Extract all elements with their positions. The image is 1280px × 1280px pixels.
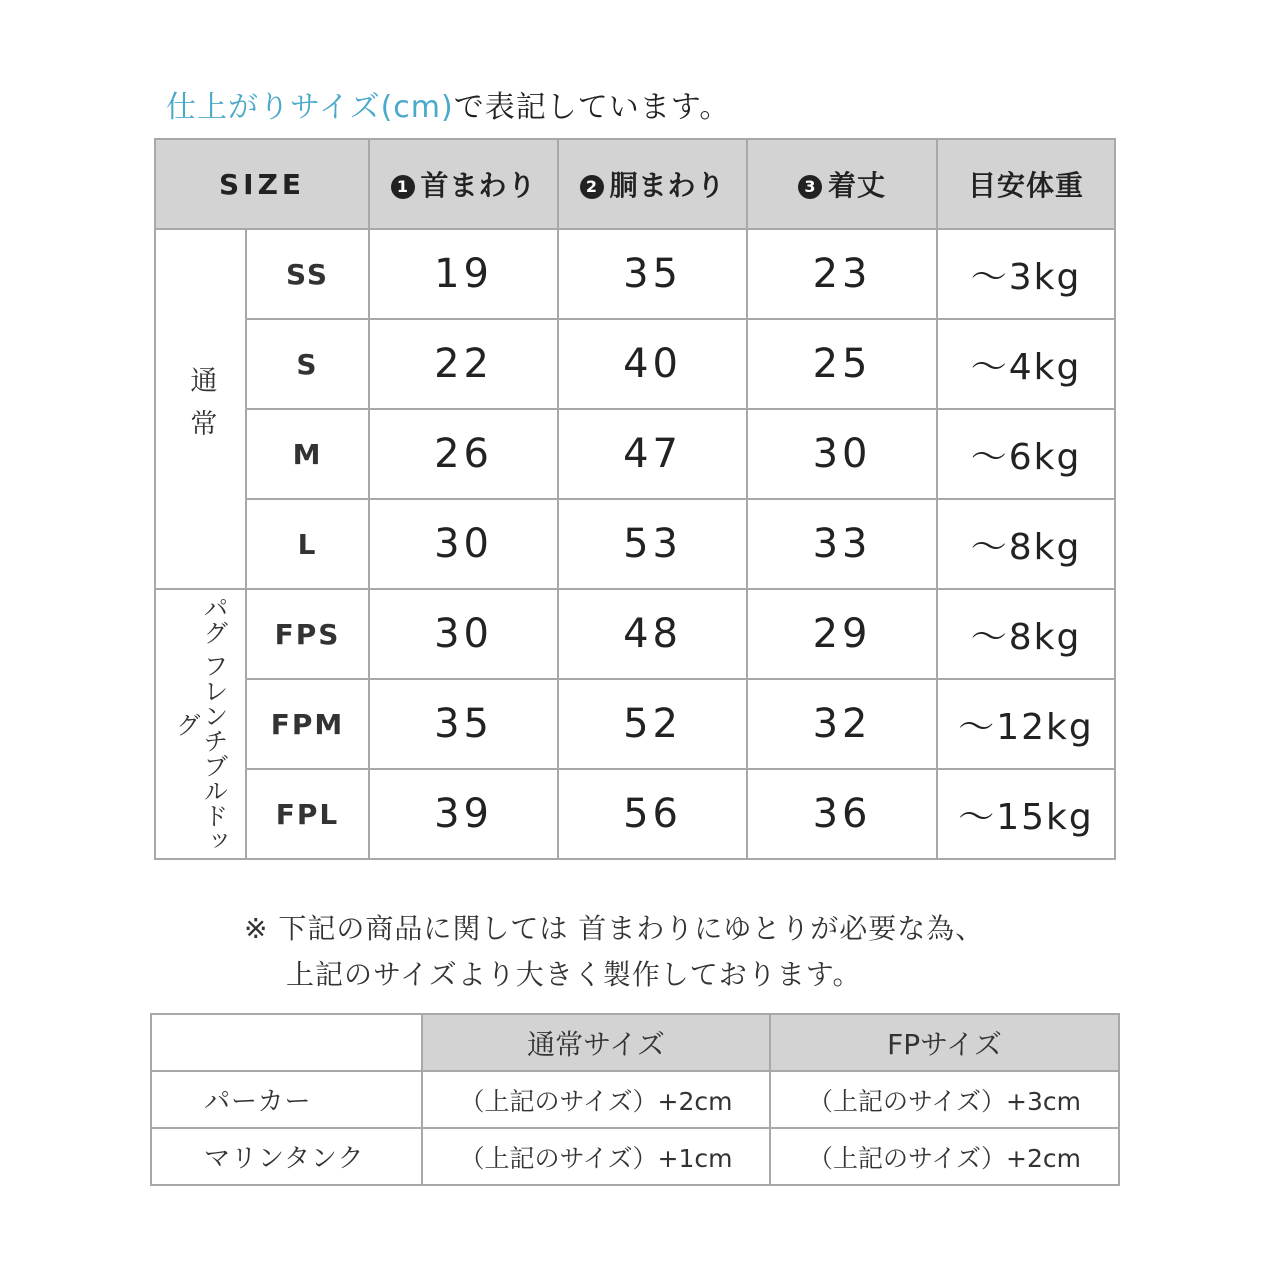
body-cell: 40 xyxy=(558,319,747,409)
table-row xyxy=(155,229,1115,319)
note-line-1: ※ 下記の商品に関しては 首まわりにゆとりが必要な為、 xyxy=(244,912,985,945)
length-cell: 36 xyxy=(747,769,937,859)
group-fp-label: パグ フレンチブルドッグ xyxy=(172,595,229,853)
neck-cell: 26 xyxy=(369,409,558,499)
table-row xyxy=(155,769,1115,859)
size-cell: FPS xyxy=(246,589,369,679)
length-cell: 33 xyxy=(747,499,937,589)
header-neck xyxy=(369,139,558,229)
extra-header-empty xyxy=(151,1014,422,1071)
header-length-label: 着丈 xyxy=(828,169,887,202)
extra-header-fp: FPサイズ xyxy=(770,1014,1119,1071)
body-cell: 47 xyxy=(558,409,747,499)
body-cell: 35 xyxy=(558,229,747,319)
table-row xyxy=(151,1071,1119,1128)
length-cell: 25 xyxy=(747,319,937,409)
size-table xyxy=(154,138,1116,860)
table-row xyxy=(155,589,1115,679)
fp-add-cell: （上記のサイズ）+3cm xyxy=(770,1071,1119,1128)
length-cell: 30 xyxy=(747,409,937,499)
neck-cell: 39 xyxy=(369,769,558,859)
number-1-icon: 1 xyxy=(391,175,415,199)
body-cell: 53 xyxy=(558,499,747,589)
size-cell: FPL xyxy=(246,769,369,859)
header-weight: 目安体重 xyxy=(937,139,1115,229)
size-cell: SS xyxy=(246,229,369,319)
neck-cell: 30 xyxy=(369,589,558,679)
table-row xyxy=(155,409,1115,499)
weight-cell: ～12kg xyxy=(937,679,1115,769)
neck-cell: 22 xyxy=(369,319,558,409)
weight-cell: ～3kg xyxy=(937,229,1115,319)
weight-cell: ～4kg xyxy=(937,319,1115,409)
neck-cell: 30 xyxy=(369,499,558,589)
header-neck-label: 首まわり xyxy=(420,169,537,202)
extra-header-normal: 通常サイズ xyxy=(422,1014,770,1071)
number-3-icon: 3 xyxy=(798,175,822,199)
header-body xyxy=(558,139,747,229)
size-cell: FPM xyxy=(246,679,369,769)
group-normal xyxy=(155,229,246,589)
table-row xyxy=(155,319,1115,409)
header-length xyxy=(747,139,937,229)
length-cell: 32 xyxy=(747,679,937,769)
intro-rest: で表記しています。 xyxy=(453,90,731,125)
number-2-icon: 2 xyxy=(580,175,604,199)
group-normal-label: 通常 xyxy=(185,366,217,452)
intro-text xyxy=(166,82,730,126)
item-cell: パーカー xyxy=(151,1071,422,1128)
size-cell: S xyxy=(246,319,369,409)
body-cell: 52 xyxy=(558,679,747,769)
neck-cell: 35 xyxy=(369,679,558,769)
neck-cell: 19 xyxy=(369,229,558,319)
extra-table-header-row xyxy=(151,1014,1119,1071)
weight-cell: ～6kg xyxy=(937,409,1115,499)
length-cell: 23 xyxy=(747,229,937,319)
weight-cell: ～8kg xyxy=(937,589,1115,679)
size-cell: M xyxy=(246,409,369,499)
fp-add-cell: （上記のサイズ）+2cm xyxy=(770,1128,1119,1185)
body-cell: 56 xyxy=(558,769,747,859)
intro-highlight: 仕上がりサイズ(cm) xyxy=(166,90,454,125)
normal-add-cell: （上記のサイズ）+1cm xyxy=(422,1128,770,1185)
weight-cell: ～15kg xyxy=(937,769,1115,859)
item-cell: マリンタンク xyxy=(151,1128,422,1185)
size-cell: L xyxy=(246,499,369,589)
table-row xyxy=(155,679,1115,769)
header-body-label: 胴まわり xyxy=(609,169,726,202)
table-row xyxy=(151,1128,1119,1185)
normal-add-cell: （上記のサイズ）+2cm xyxy=(422,1071,770,1128)
weight-cell: ～8kg xyxy=(937,499,1115,589)
length-cell: 29 xyxy=(747,589,937,679)
size-table-header-row xyxy=(155,139,1115,229)
table-row xyxy=(155,499,1115,589)
note-line-2: 上記のサイズより大きく製作しております。 xyxy=(286,958,862,991)
extra-size-table xyxy=(150,1013,1120,1186)
header-size: SIZE xyxy=(155,139,369,229)
body-cell: 48 xyxy=(558,589,747,679)
group-fp xyxy=(155,589,246,859)
